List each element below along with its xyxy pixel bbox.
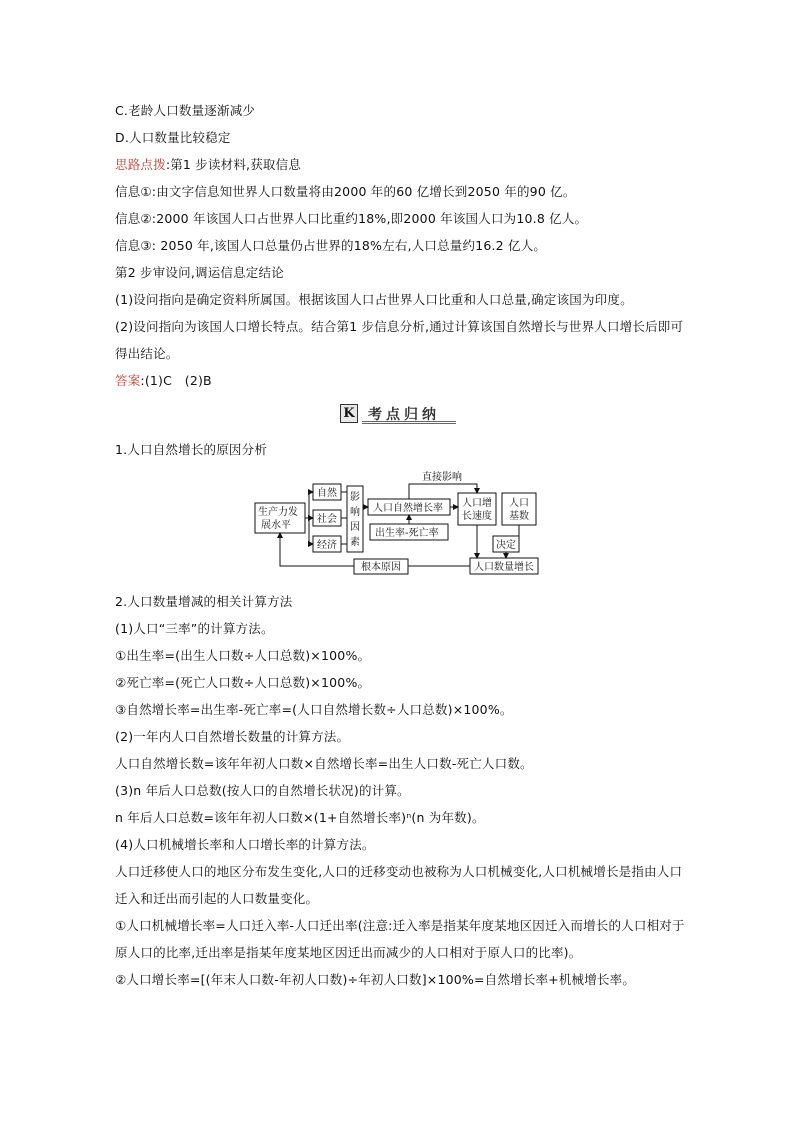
subheading-1: (1)人口“三率”的计算方法。 [115, 621, 274, 636]
migration-paragraph-2: 迁入和迁出而引起的人口数量变化。 [115, 891, 319, 906]
growth-speed-label-2: 长速度 [462, 511, 492, 522]
analysis-2-cont: 得出结论。 [115, 346, 179, 361]
k-icon: K [340, 404, 358, 423]
analysis-2: (2)设问指向为该国人口增长特点。结合第1 步信息分析,通过计算该国自然增长与世界人口增长后即可 [115, 319, 684, 334]
formula-mechanical-growth-2: 原人口的比率,迁出率是指某年度某地区因迁出而减少的人口相对于原人口的比率)。 [115, 945, 582, 960]
population-growth-diagram [240, 466, 550, 580]
subheading-2: (2)一年内人口自然增长数量的计算方法。 [115, 729, 350, 744]
answer [115, 373, 212, 389]
analysis-1: (1)设问指向是确定资料所属国。根据该国人口占世界人口比重和人口总量,确定该国为印度。 [115, 292, 633, 307]
factors-label-4: 素 [350, 537, 360, 548]
nature-label: 自然 [317, 488, 337, 499]
option-c: C.老龄人口数量逐渐减少 [115, 103, 256, 118]
formula-death-rate: ②死亡率=(死亡人口数÷人口总数)×100%。 [115, 675, 371, 690]
formula-birth-rate: ①出生率=(出生人口数÷人口总数)×100%。 [115, 648, 371, 663]
info-2: 信息②:2000 年该国人口占世界人口比重约18%,即2000 年该国人口为10.8 亿人。 [115, 211, 588, 226]
heading-1: 1.人口自然增长的原因分析 [115, 442, 268, 457]
birth-minus-death-label: 出生率-死亡率 [375, 528, 439, 539]
option-d: D.人口数量比较稳定 [115, 130, 231, 145]
answer-label: 答案 [115, 373, 141, 388]
formula-n-years: n 年后人口总数=该年年初人口数×(1+自然增长率)ⁿ(n 为年数)。 [115, 810, 485, 825]
hint-label: 思路点拨 [115, 157, 166, 172]
banner-rule [362, 421, 456, 422]
factors-label-1: 影 [350, 492, 360, 503]
root-cause-label: 根本原因 [361, 562, 401, 573]
hint-step1-text: :第1 步读材料,获取信息 [165, 157, 302, 172]
info-3: 信息③: 2050 年,该国人口总量仍占世界的18%左右,人口总量约16.2 亿人。 [115, 238, 547, 253]
decide-label: 决定 [496, 540, 516, 551]
answer-text: :(1)C (2)B [140, 373, 212, 388]
formula-natural-growth-count: 人口自然增长数=该年年初人口数×自然增长率=出生人口数-死亡人口数。 [115, 756, 533, 771]
migration-paragraph-1: 人口迁移使人口的地区分布发生变化,人口的迁移变动也被称为人口机械变化,人口机械增长是指由人口 [115, 864, 683, 879]
growth-speed-label-1: 人口增 [462, 498, 492, 509]
hint-step1 [115, 157, 301, 173]
factors-label-3: 因 [350, 522, 360, 533]
section-title: 考点归纳 [368, 407, 440, 423]
factors-label-2: 响 [350, 507, 360, 518]
formula-mechanical-growth-1: ①人口机械增长率=人口迁入率-人口迁出率(注意:迁入率是指某年度某地区因迁入而增长的人口相对于 [115, 918, 685, 933]
productivity-label-2: 展水平 [261, 520, 291, 531]
section-banner [338, 402, 456, 424]
formula-natural-growth-rate: ③自然增长率=出生率-死亡率=(人口自然增长数÷人口总数)×100%。 [115, 702, 513, 717]
base-label-2: 基数 [509, 511, 529, 522]
banner-rule [362, 423, 456, 424]
step-2: 第2 步审设问,调运信息定结论 [115, 265, 284, 280]
productivity-label-1: 生产力发 [258, 507, 298, 518]
economy-label: 经济 [317, 540, 337, 551]
subheading-3: (3)n 年后人口总数(按人口的自然增长状况)的计算。 [115, 783, 410, 798]
direct-influence-label: 直接影响 [422, 472, 462, 483]
population-growth-label: 人口数量增长 [474, 562, 534, 573]
heading-2: 2.人口数量增减的相关计算方法 [115, 594, 293, 609]
natural-growth-rate-label: 人口自然增长率 [373, 503, 443, 514]
subheading-4: (4)人口机械增长率和人口增长率的计算方法。 [115, 837, 375, 852]
formula-growth-rate: ②人口增长率=[(年末人口数-年初人口数)÷年初人口数]×100%=自然增长率+机械增长率。 [115, 972, 636, 987]
info-1: 信息①:由文字信息知世界人口数量将由2000 年的60 亿增长到2050 年的90 亿。 [115, 184, 576, 199]
base-label-1: 人口 [509, 498, 529, 509]
society-label: 社会 [317, 514, 337, 525]
